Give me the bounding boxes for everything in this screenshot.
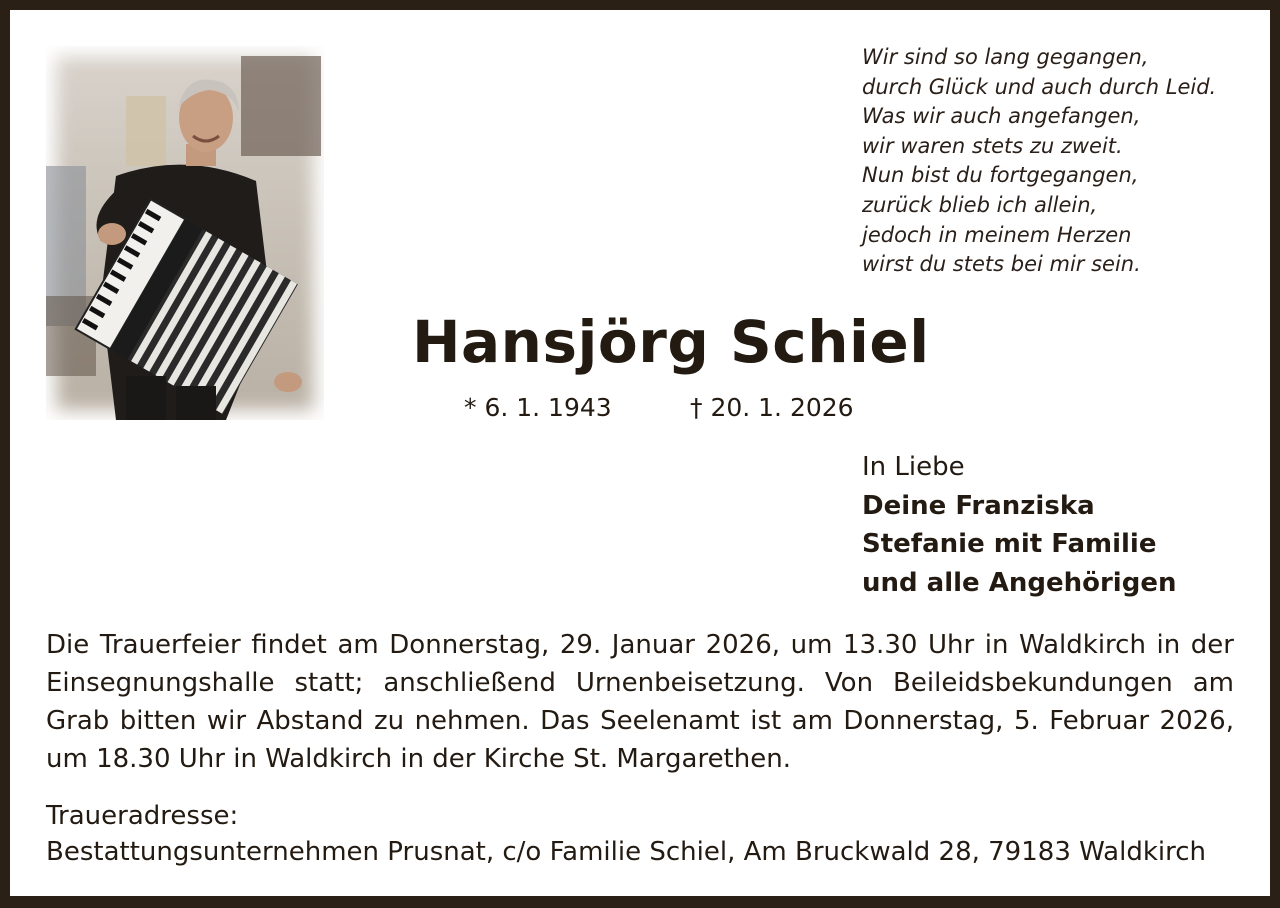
poem-line: Wir sind so lang gegangen, bbox=[862, 45, 1149, 69]
death-date: † 20. 1. 2026 bbox=[690, 393, 854, 422]
mourner-line: Stefanie mit Familie bbox=[862, 529, 1157, 559]
birth-date: * 6. 1. 1943 bbox=[464, 393, 612, 422]
mourners-intro: In Liebe bbox=[862, 452, 965, 482]
poem-line: wir waren stets zu zweit. bbox=[862, 133, 1123, 158]
mourner-line: und alle Angehörigen bbox=[862, 567, 1177, 598]
poem-line: Nun bist du fortgegangen, bbox=[862, 163, 1139, 188]
address-value: Bestattungsunternehmen Prusnat, c/o Familie Schiel, Am Bruckwald 28, 79183 Waldkirch bbox=[46, 837, 1206, 867]
obituary-card bbox=[10, 10, 1270, 896]
mourners-block bbox=[862, 448, 1262, 602]
poem bbox=[862, 43, 1262, 280]
address-block bbox=[46, 798, 1234, 870]
accordion-player-illustration bbox=[46, 46, 324, 420]
portrait-photo bbox=[46, 46, 324, 420]
poem-line: wirst du stets bei mir sein. bbox=[862, 252, 1141, 277]
ceremony-text: Die Trauerfeier findet am Donnerstag, 29. Januar 2026, um 13.30 Uhr in Waldkirch in der Einsegnungshalle statt; anschließend Urnenbeisetzung. Von Beileidsbekundungen am Grab bitten wir Abstand zu nehmen. Das Seelenamt ist am Donnerstag, 5. Februar 2026, um 18.30 Uhr in Waldkirch in der Kirche St. Margarethen. bbox=[46, 630, 1234, 774]
mourner-line: Deine Franziska bbox=[862, 490, 1095, 521]
poem-line: durch Glück und auch durch Leid. bbox=[862, 74, 1217, 99]
poem-line: jedoch in meinem Herzen bbox=[862, 222, 1132, 247]
deceased-name: Hansjörg Schiel bbox=[412, 308, 930, 376]
address-label: Traueradresse: bbox=[46, 801, 239, 831]
poem-line: Was wir auch angefangen, bbox=[862, 104, 1141, 129]
poem-line: zurück blieb ich allein, bbox=[862, 192, 1098, 217]
